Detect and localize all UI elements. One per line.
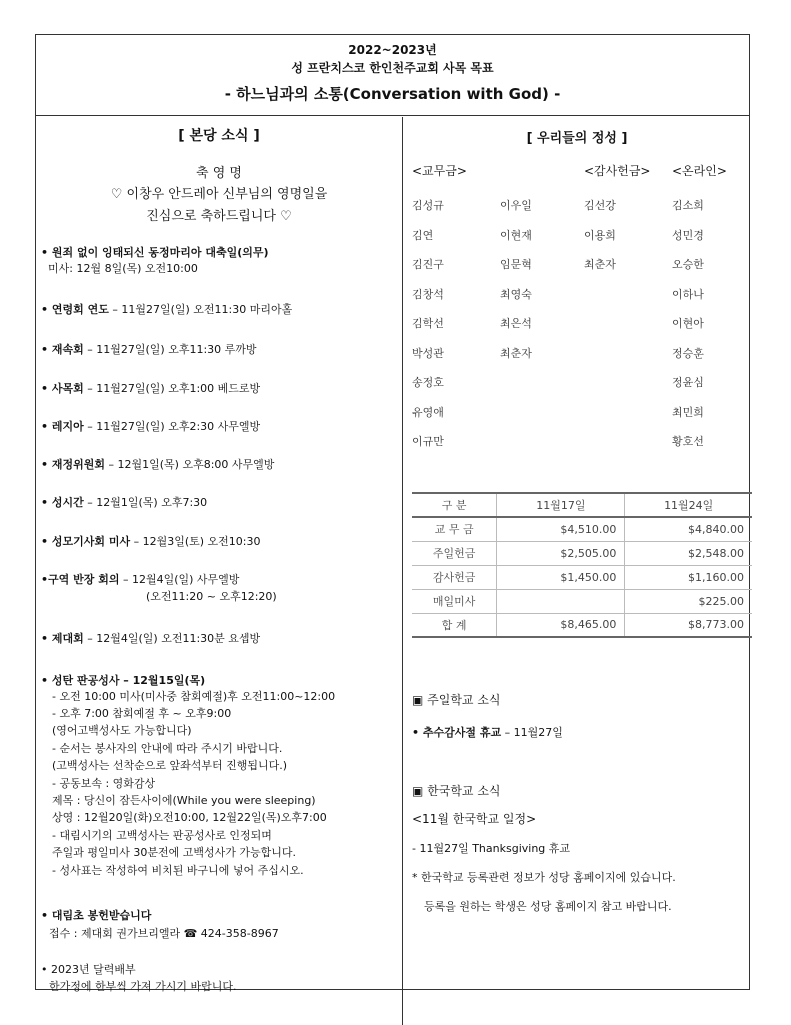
- table-cell: $8,773.00: [625, 613, 752, 637]
- table-header: 11월17일: [497, 493, 625, 517]
- table-cell: $4,840.00: [625, 517, 752, 541]
- news-item: [41, 632, 260, 646]
- donor-name: 황호선: [672, 435, 704, 448]
- news-item-title: • 원죄 없이 잉태되신 동정마리아 대축일(의무): [41, 246, 269, 259]
- candle-contact: 접수 : 제대회 권가브리엘라 ☎ 424-358-8967: [49, 927, 279, 940]
- parish-news-title: [ 본당 소식 ]: [178, 128, 260, 144]
- donor-name: 이현재: [500, 228, 532, 242]
- table-cell: $1,160.00: [625, 565, 752, 589]
- news-item-title: • 재속회: [41, 343, 84, 356]
- news-item-title: • 성모기사회 미사: [41, 535, 131, 548]
- korean-school-title: ▣ 한국학교 소식: [412, 784, 501, 798]
- table-row: [412, 565, 752, 589]
- donor-name: 이용희: [584, 228, 616, 242]
- korean-school-schedule: <11월 한국학교 일정>: [412, 812, 537, 826]
- donor-name: 정윤심: [672, 376, 704, 389]
- donor-name: 이하나: [672, 287, 704, 301]
- donor-name: 최춘자: [584, 258, 616, 271]
- table-cell: 주일헌금: [432, 547, 476, 560]
- news-item-detail: – 12월1일(목) 오후8:00 사무엘방: [105, 458, 275, 471]
- donor-name: 김창석: [412, 287, 444, 301]
- news-item: [41, 496, 207, 510]
- table-cell: 매일미사: [432, 595, 476, 608]
- news-item-title: •구역 반장 회의: [41, 573, 120, 586]
- table-cell: 합 계: [441, 618, 467, 632]
- table-cell: $8,465.00: [497, 613, 625, 637]
- donor-name: 임문혁: [500, 258, 532, 271]
- header-parish: 성 프란치스코 한인천주교회 사목 목표: [291, 61, 494, 75]
- donor-name: 김진구: [412, 258, 444, 271]
- offering-title: [ 우리들의 정성 ]: [526, 131, 628, 146]
- donor-name: 이규만: [412, 435, 444, 448]
- donor-name: 정승훈: [672, 346, 704, 360]
- korean-school-line: * 한국학교 등록관련 정보가 성당 홈페이지에 있습니다.: [412, 871, 676, 884]
- table-cell: $1,450.00: [497, 565, 625, 589]
- table-cell: $225.00: [625, 589, 752, 613]
- advent-line: - 오후 7:00 참회예절 후 ~ 오후9:00: [52, 707, 232, 720]
- advent-title: • 성탄 판공성사 – 12월15일(목): [41, 674, 206, 687]
- korean-school-line: - 11월27일 Thanksgiving 휴교: [412, 842, 571, 855]
- korean-school-line: 등록을 원하는 학생은 성당 홈페이지 참고 바랍니다.: [424, 900, 672, 913]
- donor-name: 최민희: [672, 405, 704, 419]
- news-item-title: • 제대회: [41, 632, 84, 645]
- donor-name: 이우일: [500, 199, 532, 212]
- advent-line: - 오전 10:00 미사(미사중 참회예절)후 오전11:00~12:00: [52, 690, 336, 703]
- news-item-title: • 사목회: [41, 382, 84, 395]
- advent-line: (영어고백성사도 가능합니다): [52, 724, 192, 737]
- news-item-detail: – 12월4일(일) 오전11:30분 요셉방: [83, 632, 261, 645]
- news-item-detail: 미사: 12월 8일(목) 오전10:00: [48, 262, 198, 275]
- header-year: 2022~2023년: [348, 43, 437, 57]
- advent-line: 상영 : 12월20일(화)오전10:00, 12월22일(목)오후7:00: [52, 811, 327, 824]
- calendar-title: • 2023년 달력배부: [41, 963, 136, 976]
- column-divider: [402, 117, 403, 1025]
- news-item-detail: – 11월27일(일) 오전11:30 마리아홀: [108, 303, 293, 316]
- news-item-title: • 레지아: [41, 420, 84, 433]
- donor-name: 최춘자: [500, 346, 532, 360]
- table-header: 11월24일: [625, 493, 752, 517]
- greeting-line-1: 축 영 명: [196, 166, 242, 181]
- table-header: 구 분: [441, 499, 467, 512]
- sunday-school-title: ▣ 주일학교 소식: [412, 693, 501, 707]
- bulletin-frame: [35, 34, 750, 993]
- advent-line: 제목 : 당신이 잠든사이에(While you were sleeping): [52, 794, 316, 807]
- table-row: [412, 613, 752, 637]
- donor-name: 오승한: [672, 258, 704, 271]
- news-item-title: • 성시간: [41, 496, 84, 509]
- donor-name: 최은석: [500, 317, 532, 330]
- candle-title: • 대림초 봉헌받습니다: [41, 909, 152, 922]
- news-item-detail: – 12월1일(목) 오후7:30: [83, 496, 208, 509]
- news-item: [41, 303, 292, 317]
- donor-name: 송정호: [412, 376, 444, 389]
- news-item: [41, 420, 260, 434]
- advent-line: (고백성사는 선착순으로 앞좌석부터 진행됩니다.): [52, 759, 288, 772]
- table-header-row: [412, 493, 752, 517]
- news-item: [41, 382, 260, 396]
- news-item: [41, 246, 269, 260]
- donor-name: 이현아: [672, 317, 704, 330]
- greeting-line-3: 진심으로 축하드립니다 ♡: [146, 209, 292, 224]
- news-item-detail: – 11월27일(일) 오후1:00 베드로방: [83, 382, 261, 395]
- calendar-detail: 한가정에 한부씩 가져 가시기 바랍니다.: [49, 980, 237, 993]
- news-item: [41, 343, 257, 357]
- table-row: [412, 589, 752, 613]
- news-item-title: • 재정위원회: [41, 458, 105, 471]
- advent-line: - 성사표는 작성하여 비치된 바구니에 넣어 주십시오.: [52, 864, 304, 877]
- news-item: [41, 458, 274, 472]
- donor-name: 김소희: [672, 199, 704, 212]
- advent-line: - 대림시기의 고백성사는 판공성사로 인정되며: [52, 829, 272, 842]
- news-item-detail: – 11월27일(일) 오후11:30 루까방: [83, 343, 257, 356]
- advent-line: - 공동보속 : 영화감상: [52, 777, 156, 790]
- sunday-school-item: • 추수감사절 휴교 – 11월27일: [412, 726, 563, 739]
- news-item-detail: – 11월27일(일) 오후2:30 사무엘방: [83, 420, 261, 433]
- advent-line: - 순서는 봉사자의 안내에 따라 주시기 바랍니다.: [52, 742, 283, 755]
- news-item-detail: (오전11:20 ~ 오후12:20): [146, 590, 277, 603]
- donor-name: 성민경: [672, 228, 704, 242]
- table-cell: $4,510.00: [497, 517, 625, 541]
- table-row: [412, 541, 752, 565]
- donor-name: 김선강: [584, 199, 616, 212]
- online-header: <온라인>: [672, 164, 727, 178]
- news-item-detail: – 12월4일(일) 사무엘방: [119, 573, 240, 586]
- table-cell: 교 무 금: [434, 523, 474, 537]
- donor-name: 최영숙: [500, 287, 532, 301]
- donor-name: 김학선: [412, 317, 444, 330]
- donor-name: 박성관: [412, 346, 444, 360]
- offering-table: [412, 492, 752, 638]
- donor-name: 김성규: [412, 199, 444, 212]
- news-item: [41, 573, 239, 587]
- advent-line: 주일과 평일미사 30분전에 고백성사가 가능합니다.: [52, 846, 296, 859]
- bulletin-header: [36, 35, 749, 116]
- tithe-header: <교무금>: [412, 164, 467, 178]
- header-motto: - 하느님과의 소통(Conversation with God) -: [224, 85, 561, 103]
- table-row: [412, 517, 752, 541]
- thanks-header: <감사헌금>: [584, 164, 651, 178]
- table-cell: $2,505.00: [497, 541, 625, 565]
- table-cell: [497, 589, 625, 613]
- table-cell: 감사헌금: [432, 571, 476, 584]
- news-item: [41, 535, 260, 549]
- table-cell: $2,548.00: [625, 541, 752, 565]
- news-item-title: • 연령회 연도: [41, 303, 109, 316]
- greeting-line-2: ♡ 이창우 안드레아 신부님의 영명일을: [110, 187, 328, 202]
- donor-name: 유영애: [412, 405, 444, 419]
- donor-name: 김연: [412, 228, 434, 242]
- news-item-detail: – 12월3일(토) 오전10:30: [130, 535, 261, 548]
